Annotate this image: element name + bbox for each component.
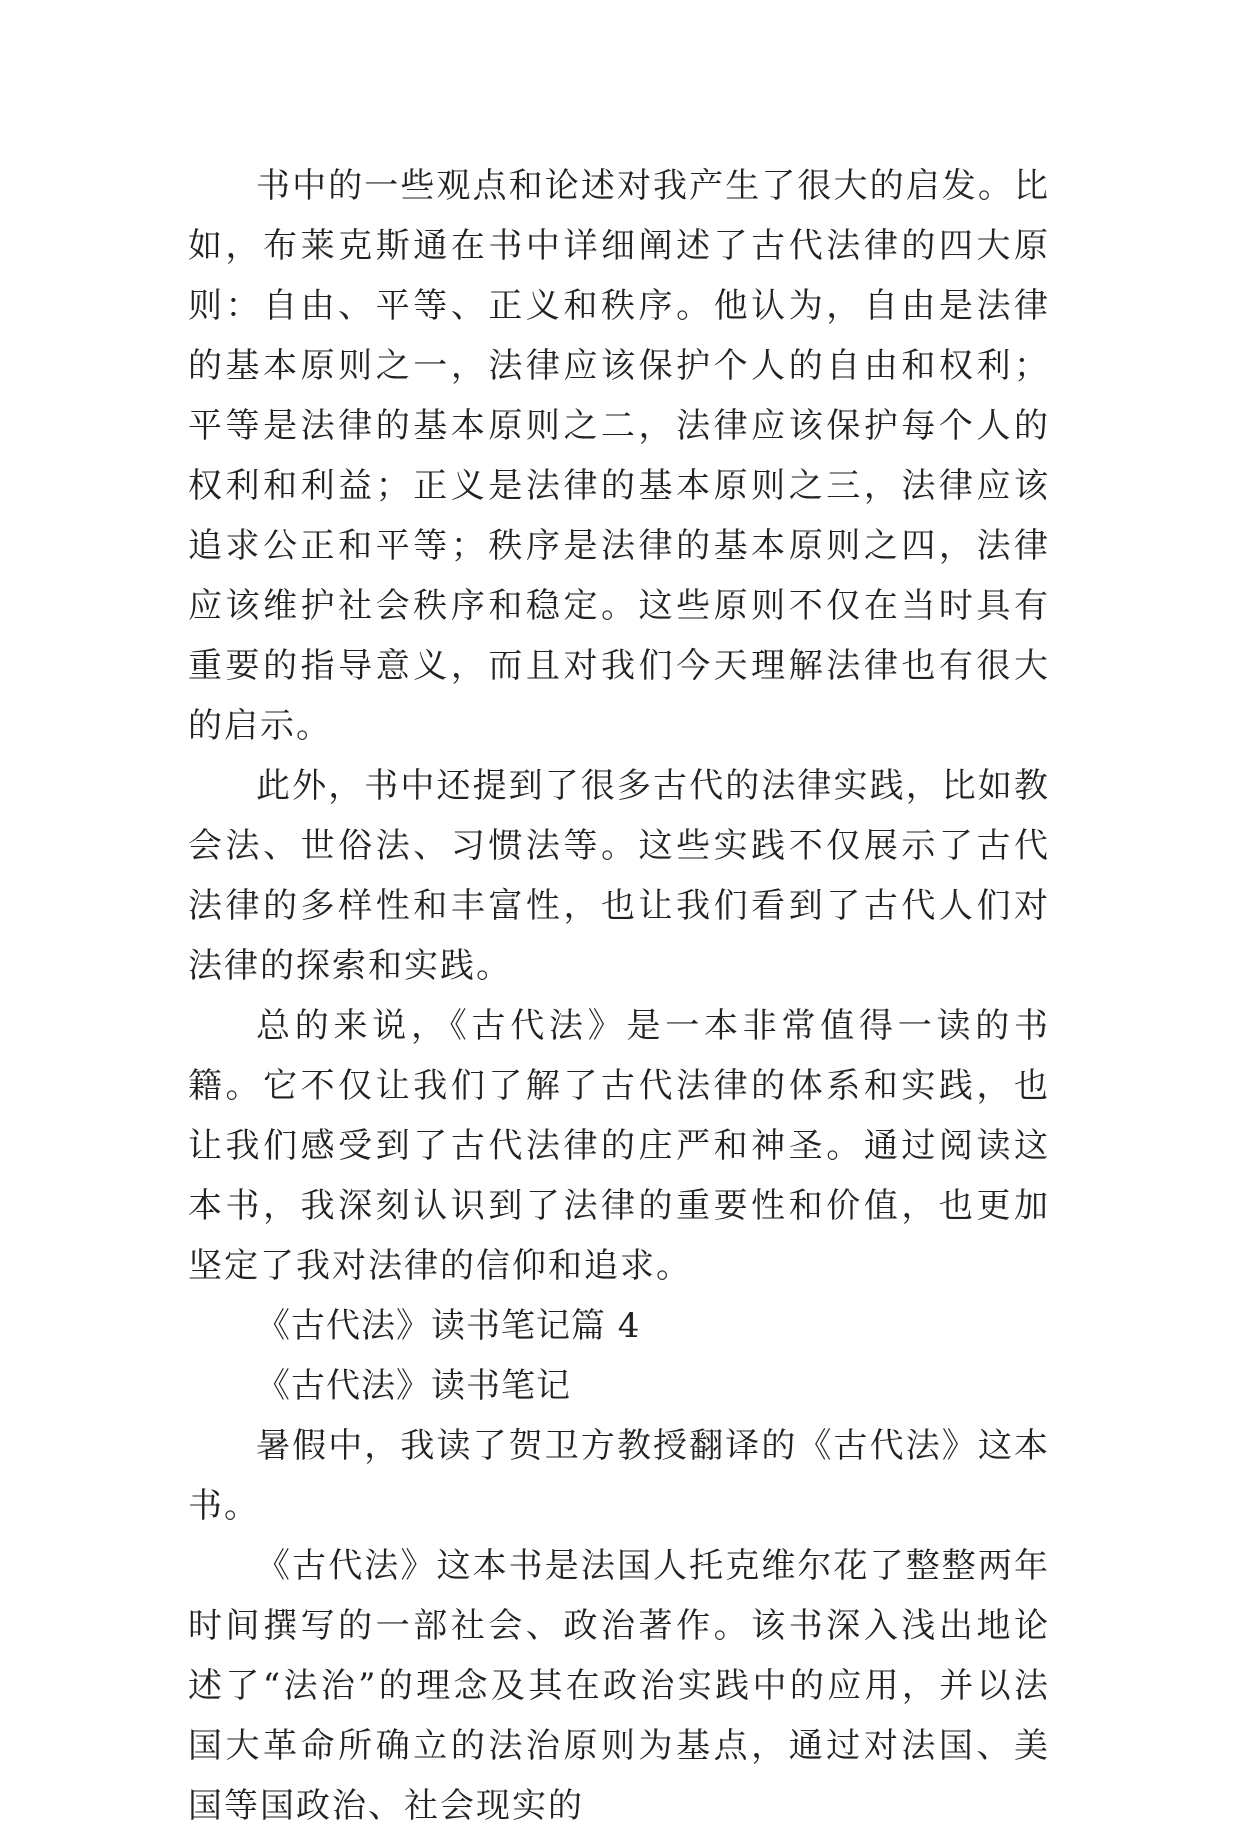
section-title: 《古代法》读书笔记 [256, 1366, 571, 1406]
body-paragraph-summer-reading: 暑假中，我读了贺卫方教授翻译的《古代法》这本书。 [188, 1426, 1050, 1526]
body-paragraph-conclusion: 总的来说，《古代法》是一本非常值得一读的书籍。它不仅让我们了解了古代法律的体系和实践，也让我们感受到了古代法律的庄严和神圣。通过阅读这本书，我深刻认识到了法律的重要性和价值，也更加坚定了我对法律的信仰和追求。 [188, 1006, 1050, 1286]
body-paragraph-book-intro: 《古代法》这本书是法国人托克维尔花了整整两年时间撰写的一部社会、政治著作。该书深入浅出地论述了“法治”的理念及其在政治实践中的应用，并以法国大革命所确立的法治原则为基点，通过对法国、美国等国政治、社会现实的 [188, 1546, 1050, 1826]
body-paragraph-practices: 此外，书中还提到了很多古代的法律实践，比如教会法、世俗法、习惯法等。这些实践不仅展示了古代法律的多样性和丰富性，也让我们看到了古代人们对法律的探索和实践。 [188, 766, 1050, 986]
body-paragraph-principles: 书中的一些观点和论述对我产生了很大的启发。比如，布莱克斯通在书中详细阐述了古代法律的四大原则：自由、平等、正义和秩序。他认为，自由是法律的基本原则之一，法律应该保护个人的自由和权利；平等是法律的基本原则之二，法律应该保护每个人的权利和利益；正义是法律的基本原则之三，法律应该追求公正和平等；秩序是法律的基本原则之四，法律应该维护社会秩序和稳定。这些原则不仅在当时具有重要的指导意义，而且对我们今天理解法律也有很大的启示。 [188, 166, 1050, 746]
document-body [188, 156, 1050, 1836]
section-heading: 《古代法》读书笔记篇 4 [256, 1306, 641, 1346]
